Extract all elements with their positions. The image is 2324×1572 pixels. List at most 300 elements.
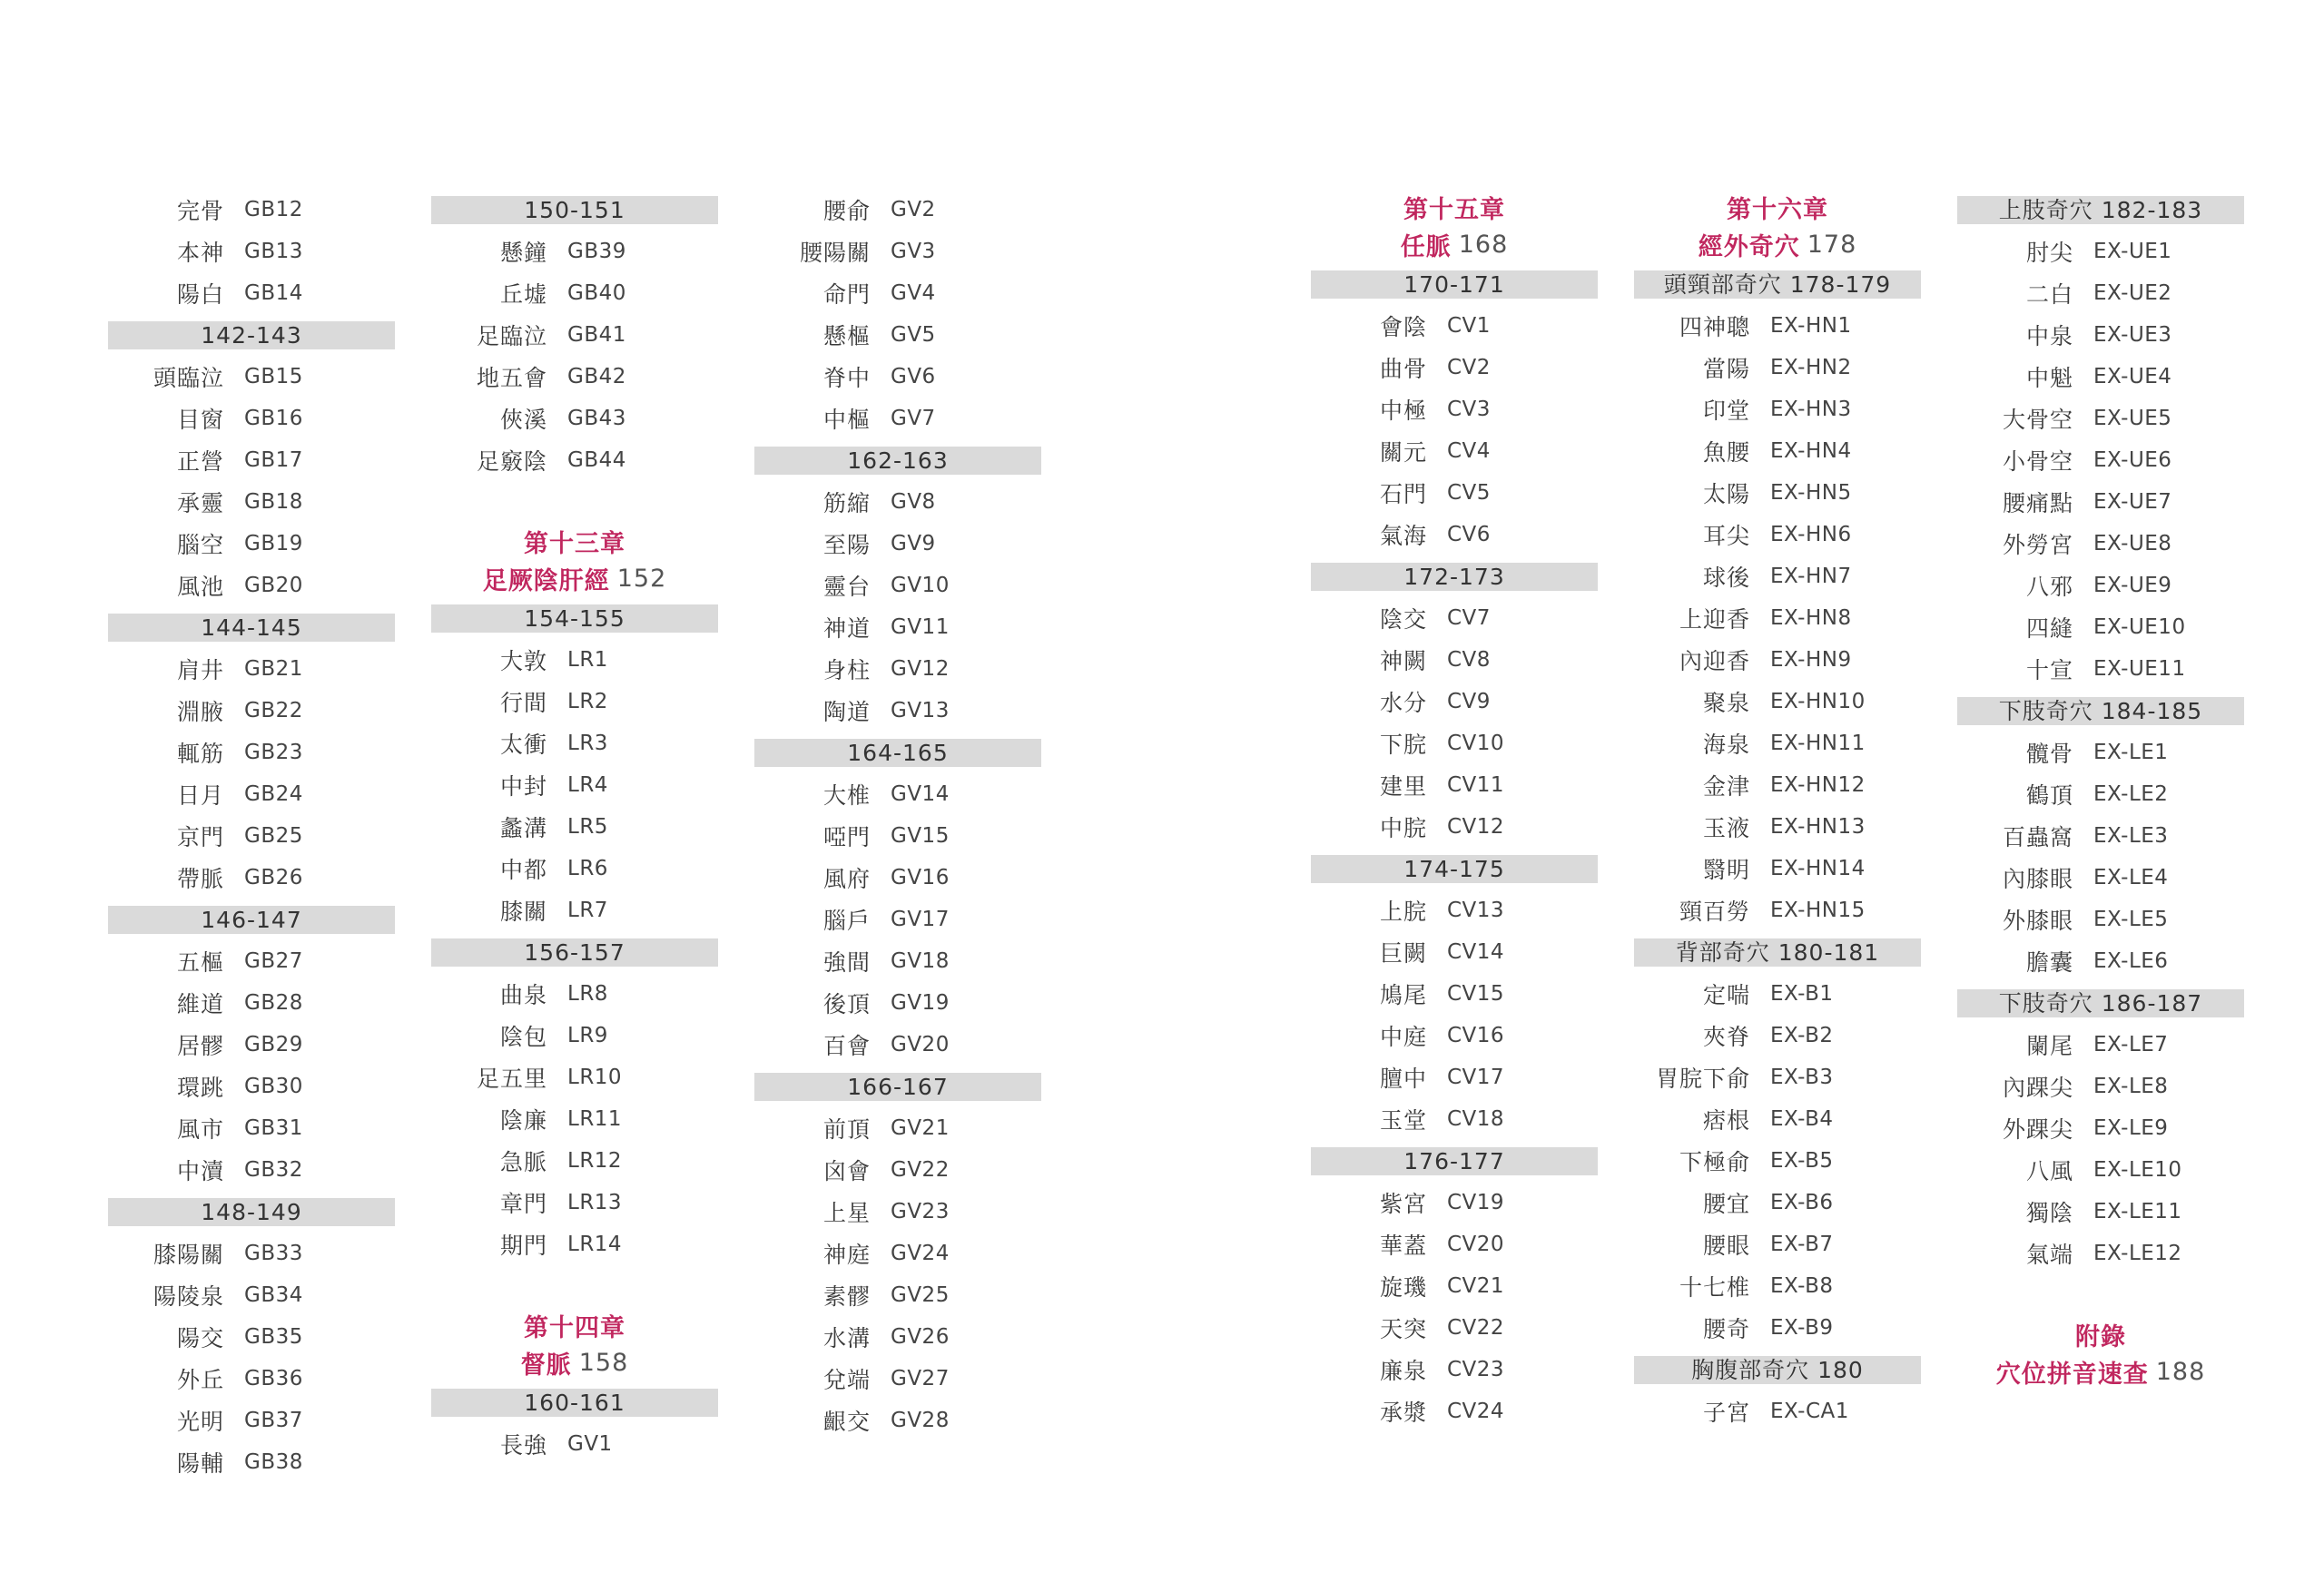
acupoint-name: 風府 — [822, 866, 871, 892]
acupoint-code: GB13 — [244, 240, 303, 263]
acupoint-name: 曲骨 — [1379, 356, 1427, 382]
acupoint-entry — [1634, 806, 1921, 848]
acupoint-entry — [754, 523, 1041, 565]
acupoint-code: GV15 — [891, 824, 950, 848]
acupoint-name: 前頂 — [822, 1116, 871, 1143]
acupoint-name: 玉液 — [1702, 815, 1750, 841]
acupoint-entry — [1957, 1233, 2244, 1274]
page-range-header — [1311, 848, 1598, 889]
acupoint-name: 神闕 — [1379, 648, 1427, 674]
index-column-2 — [431, 189, 718, 1465]
acupoint-entry — [108, 189, 395, 231]
chapter-page-number: 152 — [616, 565, 667, 593]
acupoint-name: 鶴頂 — [2025, 782, 2073, 809]
acupoint-code: EX-HN10 — [1770, 690, 1866, 713]
acupoint-code: EX-HN14 — [1770, 857, 1866, 880]
acupoint-name: 水溝 — [822, 1325, 871, 1351]
acupoint-entry — [431, 1056, 718, 1098]
acupoint-code: GB35 — [244, 1325, 303, 1349]
acupoint-code: EX-B6 — [1770, 1191, 1834, 1214]
acupoint-name: 中封 — [499, 773, 547, 800]
acupoint-code: GB15 — [244, 365, 303, 388]
acupoint-code: EX-LE12 — [2093, 1242, 2182, 1265]
acupoint-entry — [1311, 973, 1598, 1015]
acupoint-name: 上脘 — [1379, 899, 1427, 925]
acupoint-name: 陽交 — [176, 1325, 224, 1351]
page-range-label: 背部奇穴 180-181 — [1634, 938, 1921, 967]
acupoint-entry — [108, 982, 395, 1024]
acupoint-code: CV3 — [1447, 398, 1491, 421]
acupoint-entry — [754, 1274, 1041, 1316]
acupoint-name: 風池 — [176, 574, 224, 600]
page-range-header — [1311, 263, 1598, 305]
chapter-heading — [1957, 1316, 2244, 1353]
acupoint-name: 水分 — [1379, 690, 1427, 716]
acupoint-entry — [1634, 1098, 1921, 1140]
acupoint-code: GV2 — [891, 198, 936, 221]
acupoint-entry — [1634, 347, 1921, 388]
acupoint-code: LR11 — [567, 1107, 623, 1131]
acupoint-entry — [754, 1358, 1041, 1400]
page-range-label: 142-143 — [108, 321, 395, 349]
acupoint-name: 至陽 — [822, 532, 871, 558]
page-range-label: 148-149 — [108, 1198, 395, 1226]
acupoint-name: 地五會 — [476, 365, 547, 391]
acupoint-name: 海泉 — [1702, 732, 1750, 758]
acupoint-entry — [431, 1098, 718, 1140]
acupoint-code: CV10 — [1447, 732, 1505, 755]
acupoint-entry — [431, 1182, 718, 1223]
chapter-title: 經外奇穴 — [1698, 233, 1800, 261]
acupoint-entry — [108, 1024, 395, 1066]
acupoint-name: 陽陵泉 — [153, 1283, 224, 1310]
acupoint-entry — [754, 356, 1041, 398]
acupoint-name: 輒筋 — [176, 741, 224, 767]
acupoint-entry — [1957, 1149, 2244, 1191]
acupoint-name: 足五里 — [476, 1066, 547, 1092]
acupoint-name: 定喘 — [1702, 982, 1750, 1008]
acupoint-code: GB23 — [244, 741, 303, 764]
acupoint-entry — [1634, 1056, 1921, 1098]
chapter-page-number: 168 — [1458, 231, 1509, 259]
acupoint-name: 下極俞 — [1679, 1149, 1750, 1175]
acupoint-code: LR1 — [567, 648, 608, 672]
acupoint-name: 下脘 — [1379, 732, 1427, 758]
acupoint-code: CV4 — [1447, 439, 1491, 463]
acupoint-code: GV28 — [891, 1409, 950, 1432]
acupoint-code: EX-HN9 — [1770, 648, 1852, 672]
page-range-label: 上肢奇穴 182-183 — [1957, 196, 2244, 224]
acupoint-code: GV26 — [891, 1325, 950, 1349]
page-range-header — [1311, 1140, 1598, 1182]
acupoint-name: 球後 — [1702, 565, 1750, 591]
acupoint-code: GV21 — [891, 1116, 950, 1140]
page-range-label: 164-165 — [754, 739, 1041, 767]
acupoint-name: 風市 — [176, 1116, 224, 1143]
acupoint-code: GV6 — [891, 365, 936, 388]
acupoint-code: GB40 — [567, 281, 626, 305]
acupoint-name: 筋縮 — [822, 490, 871, 516]
acupoint-name: 內踝尖 — [2002, 1075, 2073, 1101]
acupoint-code: CV12 — [1447, 815, 1505, 839]
acupoint-name: 獨陰 — [2025, 1200, 2073, 1226]
page-range-header — [431, 597, 718, 639]
acupoint-code: EX-UE11 — [2093, 657, 2186, 681]
page-range-header — [1311, 555, 1598, 597]
acupoint-entry — [1311, 347, 1598, 388]
acupoint-code: GB18 — [244, 490, 303, 514]
acupoint-entry — [1634, 305, 1921, 347]
acupoint-name: 髖骨 — [2025, 741, 2073, 767]
chapter-heading — [1957, 1353, 2244, 1390]
acupoint-name: 玉堂 — [1379, 1107, 1427, 1134]
acupoint-name: 外踝尖 — [2002, 1116, 2073, 1143]
acupoint-entry — [754, 1400, 1041, 1441]
acupoint-name: 中都 — [499, 857, 547, 883]
chapter-title: 足厥陰肝經 — [482, 567, 610, 595]
acupoint-name: 承漿 — [1379, 1400, 1427, 1426]
acupoint-entry — [108, 231, 395, 272]
acupoint-name: 淵腋 — [176, 699, 224, 725]
acupoint-entry — [108, 690, 395, 732]
acupoint-name: 俠溪 — [499, 407, 547, 433]
acupoint-entry — [1311, 1390, 1598, 1432]
page-range-header — [1634, 263, 1921, 305]
acupoint-name: 懸鐘 — [499, 240, 547, 266]
acupoint-name: 痞根 — [1702, 1107, 1750, 1134]
acupoint-code: GB12 — [244, 198, 303, 221]
acupoint-entry — [754, 565, 1041, 606]
acupoint-name: 氣端 — [2025, 1242, 2073, 1268]
acupoint-entry — [1957, 732, 2244, 773]
chapter-heading — [1311, 189, 1598, 226]
acupoint-name: 腰宜 — [1702, 1191, 1750, 1217]
acupoint-code: EX-HN1 — [1770, 314, 1852, 338]
page-range-label: 144-145 — [108, 614, 395, 642]
acupoint-name: 頸百勞 — [1679, 899, 1750, 925]
acupoint-name: 子宮 — [1702, 1400, 1750, 1426]
acupoint-name: 翳明 — [1702, 857, 1750, 883]
acupoint-name: 印堂 — [1702, 398, 1750, 424]
acupoint-name: 脊中 — [822, 365, 871, 391]
acupoint-entry — [108, 1107, 395, 1149]
page-range-label: 170-171 — [1311, 270, 1598, 299]
acupoint-entry — [431, 806, 718, 848]
acupoint-code: CV5 — [1447, 481, 1491, 505]
chapter-page-number: 178 — [1807, 231, 1857, 259]
acupoint-code: EX-HN6 — [1770, 523, 1852, 546]
acupoint-code: EX-HN2 — [1770, 356, 1852, 379]
acupoint-entry — [1634, 973, 1921, 1015]
acupoint-name: 腰陽關 — [799, 240, 871, 266]
acupoint-name: 素髎 — [822, 1283, 871, 1310]
acupoint-name: 腰奇 — [1702, 1316, 1750, 1342]
acupoint-code: GB34 — [244, 1283, 303, 1307]
acupoint-name: 腰痛點 — [2002, 490, 2073, 516]
acupoint-entry — [431, 1223, 718, 1265]
acupoint-entry — [1957, 648, 2244, 690]
page-range-header — [431, 1381, 718, 1423]
acupoint-entry — [108, 648, 395, 690]
acupoint-code: GV17 — [891, 908, 950, 931]
acupoint-entry — [1957, 857, 2244, 899]
acupoint-name: 胃脘下俞 — [1655, 1066, 1750, 1092]
acupoint-name: 關元 — [1379, 439, 1427, 466]
acupoint-entry — [1634, 472, 1921, 514]
acupoint-entry — [1311, 681, 1598, 722]
index-column-4 — [1311, 189, 1598, 1432]
acupoint-code: EX-UE1 — [2093, 240, 2172, 263]
acupoint-name: 中瀆 — [176, 1158, 224, 1184]
acupoint-code: GB27 — [244, 949, 303, 973]
acupoint-name: 身柱 — [822, 657, 871, 683]
acupoint-code: EX-LE10 — [2093, 1158, 2182, 1182]
acupoint-code: EX-UE6 — [2093, 448, 2172, 472]
acupoint-entry — [1311, 1098, 1598, 1140]
acupoint-code: CV17 — [1447, 1066, 1505, 1089]
acupoint-name: 齦交 — [822, 1409, 871, 1435]
acupoint-entry — [108, 1400, 395, 1441]
acupoint-name: 闌尾 — [2025, 1033, 2073, 1059]
acupoint-entry — [754, 857, 1041, 899]
acupoint-name: 神道 — [822, 615, 871, 642]
acupoint-code: CV11 — [1447, 773, 1505, 797]
acupoint-name: 內迎香 — [1679, 648, 1750, 674]
acupoint-entry — [1957, 1107, 2244, 1149]
acupoint-name: 帶脈 — [176, 866, 224, 892]
page-range-label: 156-157 — [431, 938, 718, 967]
acupoint-entry — [1311, 514, 1598, 555]
acupoint-entry — [1957, 1191, 2244, 1233]
acupoint-code: CV22 — [1447, 1316, 1505, 1340]
acupoint-name: 肩井 — [176, 657, 224, 683]
acupoint-entry — [1957, 356, 2244, 398]
acupoint-code: CV9 — [1447, 690, 1491, 713]
acupoint-code: EX-B3 — [1770, 1066, 1834, 1089]
acupoint-name: 膝關 — [499, 899, 547, 925]
acupoint-name: 上星 — [822, 1200, 871, 1226]
acupoint-entry — [754, 1024, 1041, 1066]
chapter-heading — [431, 1307, 718, 1344]
acupoint-code: GB43 — [567, 407, 626, 430]
acupoint-code: LR9 — [567, 1024, 608, 1047]
acupoint-code: GV14 — [891, 782, 950, 806]
acupoint-code: GB14 — [244, 281, 303, 305]
acupoint-entry — [1311, 1349, 1598, 1390]
spacer — [431, 481, 718, 523]
acupoint-entry — [1957, 899, 2244, 940]
chapter-heading — [431, 560, 718, 597]
acupoint-name: 廉泉 — [1379, 1358, 1427, 1384]
page-range-label: 下肢奇穴 184-185 — [1957, 697, 2244, 725]
index-column-3 — [754, 189, 1041, 1441]
acupoint-entry — [1634, 639, 1921, 681]
chapter-title: 第十五章 — [1403, 196, 1505, 224]
acupoint-name: 石門 — [1379, 481, 1427, 507]
acupoint-code: GV24 — [891, 1242, 950, 1265]
acupoint-entry — [431, 272, 718, 314]
acupoint-code: GB33 — [244, 1242, 303, 1265]
acupoint-entry — [754, 1107, 1041, 1149]
acupoint-entry — [108, 1233, 395, 1274]
acupoint-code: LR8 — [567, 982, 608, 1006]
acupoint-entry — [1311, 1223, 1598, 1265]
page-range-label: 頭頸部奇穴 178-179 — [1634, 270, 1921, 299]
acupoint-entry — [754, 606, 1041, 648]
acupoint-entry — [431, 973, 718, 1015]
acupoint-name: 腰眼 — [1702, 1233, 1750, 1259]
acupoint-code: GV3 — [891, 240, 936, 263]
acupoint-entry — [1957, 565, 2244, 606]
acupoint-entry — [754, 815, 1041, 857]
acupoint-name: 建里 — [1379, 773, 1427, 800]
acupoint-entry — [1634, 889, 1921, 931]
acupoint-entry — [1311, 889, 1598, 931]
page-range-header — [1957, 982, 2244, 1024]
page-range-label: 146-147 — [108, 906, 395, 934]
acupoint-entry — [1957, 1024, 2244, 1066]
acupoint-code: GB38 — [244, 1450, 303, 1474]
acupoint-code: EX-UE4 — [2093, 365, 2172, 388]
acupoint-code: EX-HN12 — [1770, 773, 1866, 797]
acupoint-code: GV13 — [891, 699, 950, 722]
acupoint-name: 陰廉 — [499, 1107, 547, 1134]
acupoint-entry — [431, 314, 718, 356]
acupoint-name: 膽囊 — [2025, 949, 2073, 976]
acupoint-name: 足臨泣 — [476, 323, 547, 349]
page-range-header — [754, 1066, 1041, 1107]
acupoint-name: 外勞宮 — [2002, 532, 2073, 558]
acupoint-name: 中泉 — [2025, 323, 2073, 349]
acupoint-name: 太衝 — [499, 732, 547, 758]
acupoint-name: 外丘 — [176, 1367, 224, 1393]
acupoint-entry — [1634, 1182, 1921, 1223]
page-range-header — [431, 931, 718, 973]
page-range-label: 160-161 — [431, 1389, 718, 1417]
acupoint-code: GV9 — [891, 532, 936, 555]
chapter-heading — [1634, 226, 1921, 263]
acupoint-name: 當陽 — [1702, 356, 1750, 382]
acupoint-entry — [1957, 439, 2244, 481]
acupoint-entry — [108, 1441, 395, 1483]
acupoint-entry — [108, 1274, 395, 1316]
acupoint-code: CV1 — [1447, 314, 1491, 338]
acupoint-entry — [1311, 639, 1598, 681]
acupoint-code: CV15 — [1447, 982, 1505, 1006]
acupoint-name: 聚泉 — [1702, 690, 1750, 716]
acupoint-entry — [1957, 940, 2244, 982]
acupoint-code: LR3 — [567, 732, 608, 755]
acupoint-code: EX-HN4 — [1770, 439, 1852, 463]
acupoint-entry — [108, 523, 395, 565]
acupoint-code: GB26 — [244, 866, 303, 889]
acupoint-entry — [754, 773, 1041, 815]
acupoint-code: EX-UE7 — [2093, 490, 2172, 514]
acupoint-entry — [1957, 398, 2244, 439]
acupoint-entry — [1311, 1015, 1598, 1056]
acupoint-entry — [1311, 1307, 1598, 1349]
acupoint-entry — [1634, 681, 1921, 722]
acupoint-code: EX-LE6 — [2093, 949, 2169, 973]
acupoint-name: 命門 — [822, 281, 871, 308]
acupoint-entry — [754, 481, 1041, 523]
acupoint-entry — [1957, 773, 2244, 815]
acupoint-name: 內膝眼 — [2002, 866, 2073, 892]
acupoint-name: 大骨空 — [2002, 407, 2073, 433]
acupoint-entry — [1634, 1265, 1921, 1307]
acupoint-name: 陽輔 — [176, 1450, 224, 1477]
acupoint-name: 太陽 — [1702, 481, 1750, 507]
acupoint-name: 完骨 — [176, 198, 224, 224]
acupoint-entry — [431, 1140, 718, 1182]
acupoint-code: CV13 — [1447, 899, 1505, 922]
acupoint-code: GV12 — [891, 657, 950, 681]
page-range-label: 下肢奇穴 186-187 — [1957, 989, 2244, 1017]
acupoint-name: 百蟲窩 — [2002, 824, 2073, 850]
acupoint-entry — [1311, 1056, 1598, 1098]
acupoint-entry — [754, 899, 1041, 940]
acupoint-name: 承靈 — [176, 490, 224, 516]
acupoint-code: GV18 — [891, 949, 950, 973]
acupoint-code: LR12 — [567, 1149, 623, 1173]
acupoint-name: 兌端 — [822, 1367, 871, 1393]
acupoint-name: 魚腰 — [1702, 439, 1750, 466]
acupoint-entry — [754, 272, 1041, 314]
acupoint-code: GV10 — [891, 574, 950, 597]
page-range-header — [754, 732, 1041, 773]
index-column-5 — [1634, 189, 1921, 1432]
acupoint-name: 中極 — [1379, 398, 1427, 424]
acupoint-code: LR7 — [567, 899, 608, 922]
acupoint-code: EX-CA1 — [1770, 1400, 1849, 1423]
acupoint-entry — [754, 982, 1041, 1024]
acupoint-entry — [431, 722, 718, 764]
chapter-title: 附錄 — [2075, 1323, 2126, 1351]
acupoint-name: 天突 — [1379, 1316, 1427, 1342]
acupoint-name: 蠡溝 — [499, 815, 547, 841]
acupoint-entry — [1957, 481, 2244, 523]
acupoint-name: 足竅陰 — [476, 448, 547, 475]
acupoint-entry — [1957, 231, 2244, 272]
acupoint-name: 陰包 — [499, 1024, 547, 1050]
acupoint-code: EX-HN11 — [1770, 732, 1866, 755]
spacer — [431, 1265, 718, 1307]
acupoint-code: GV23 — [891, 1200, 950, 1223]
acupoint-code: EX-B2 — [1770, 1024, 1834, 1047]
acupoint-name: 急脈 — [499, 1149, 547, 1175]
page-range-label: 胸腹部奇穴 180 — [1634, 1356, 1921, 1384]
acupoint-name: 小骨空 — [2002, 448, 2073, 475]
acupoint-code: GB32 — [244, 1158, 303, 1182]
acupoint-code: EX-LE1 — [2093, 741, 2169, 764]
acupoint-entry — [754, 189, 1041, 231]
acupoint-code: LR6 — [567, 857, 608, 880]
acupoint-code: EX-B7 — [1770, 1233, 1834, 1256]
acupoint-name: 陽白 — [176, 281, 224, 308]
acupoint-code: EX-B9 — [1770, 1316, 1834, 1340]
acupoint-name: 維道 — [176, 991, 224, 1017]
acupoint-code: EX-LE5 — [2093, 908, 2169, 931]
acupoint-entry — [1311, 597, 1598, 639]
acupoint-entry — [754, 398, 1041, 439]
acupoint-name: 陶道 — [822, 699, 871, 725]
acupoint-entry — [754, 314, 1041, 356]
acupoint-entry — [1634, 555, 1921, 597]
acupoint-name: 八邪 — [2025, 574, 2073, 600]
acupoint-code: CV2 — [1447, 356, 1491, 379]
acupoint-code: EX-HN8 — [1770, 606, 1852, 630]
acupoint-entry — [1634, 1223, 1921, 1265]
